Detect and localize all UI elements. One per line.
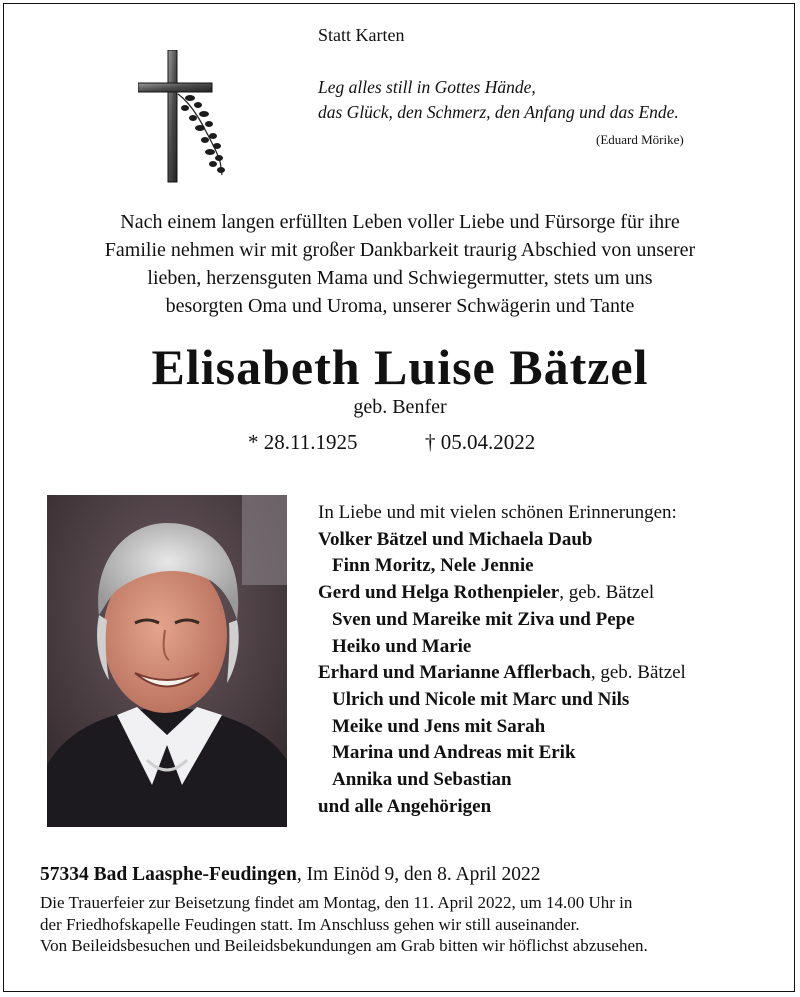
family-suffix: , geb. Bätzel: [590, 662, 686, 684]
family-main: [318, 527, 788, 554]
funeral-notice: [40, 892, 780, 957]
family-sub: Finn Moritz, Nele Jennie: [332, 555, 534, 577]
birth-date: * 28.11.1925: [248, 430, 358, 454]
death-date: † 05.04.2022: [425, 430, 536, 454]
notice-line: der Friedhofskapelle Feudingen statt. Im Anschluss gehen wir still auseinander.: [40, 914, 580, 934]
quote-line: das Glück, den Schmerz, den Anfang und das Ende.: [318, 102, 679, 122]
header-note: Statt Karten: [318, 25, 405, 45]
family-sub: Heiko und Marie: [332, 635, 472, 657]
family-sub: Meike und Jens mit Sarah: [332, 715, 546, 737]
family-main: [318, 580, 788, 607]
notice-line: Die Trauerfeier zur Beisetzung findet am Montag, den 11. April 2022, um 14.00 Uhr in: [40, 893, 633, 912]
intro-line: lieben, herzensguten Mama und Schwiegermutter, stets um uns: [147, 267, 653, 289]
family-main-name: Gerd und Helga Rothenpieler: [318, 582, 560, 604]
family-main: [318, 660, 788, 687]
deceased-name: Elisabeth Luise Bätzel: [151, 339, 649, 395]
quote-line: Leg alles still in Gottes Hände,: [318, 77, 536, 97]
intro-line: besorgten Oma und Uroma, unserer Schwägerin und Tante: [165, 295, 635, 317]
family-main-name: Volker Bätzel und Michaela Daub: [318, 528, 593, 550]
mourners-list: [318, 500, 788, 820]
intro-line: Nach einem langen erfüllten Leben voller Liebe und Fürsorge für ihre: [120, 211, 680, 233]
family-suffix: , geb. Bätzel: [559, 582, 655, 604]
intro-line: Familie nehmen wir mit großer Dankbarkeit traurig Abschied von unserer: [104, 239, 696, 261]
family-main-name: Erhard und Marianne Afflerbach: [318, 662, 591, 684]
address-place: 57334 Bad Laasphe-Feudingen: [40, 864, 297, 885]
family-sub: Ulrich und Nicole mit Marc und Nils: [332, 688, 630, 710]
notice-line: Von Beileidsbesuchen und Beileidsbekundungen am Grab bitten wir höflichst abzusehen.: [40, 936, 648, 955]
address-rest: , Im Einöd 9, den 8. April 2022: [296, 864, 541, 885]
address-line: [40, 864, 541, 886]
mourners-intro: In Liebe und mit vielen schönen Erinnerungen:: [318, 502, 677, 523]
intro-text: [40, 208, 760, 320]
portrait-photo: [47, 495, 287, 827]
family-sub: Sven und Mareike mit Ziva und Pepe: [332, 608, 635, 630]
family-sub: Marina und Andreas mit Erik: [332, 742, 576, 764]
quote-block: [318, 75, 718, 147]
mourners-closing: und alle Angehörigen: [318, 795, 492, 817]
quote-author: (Eduard Mörike): [596, 132, 684, 147]
cross-icon: [138, 50, 228, 185]
family-sub: Annika und Sebastian: [332, 769, 512, 791]
birth-name: geb. Benfer: [353, 396, 447, 418]
